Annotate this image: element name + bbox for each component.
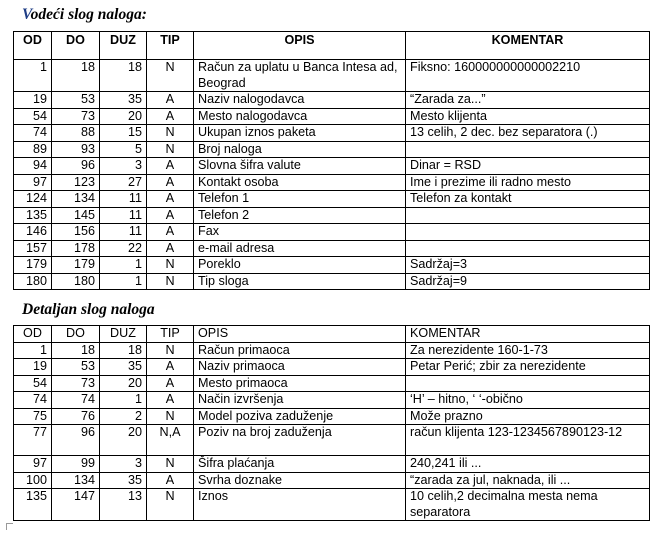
cell-do: 96 bbox=[52, 158, 100, 175]
cell-duz: 3 bbox=[100, 158, 147, 175]
header-row bbox=[14, 32, 650, 60]
cell-duz: 13 bbox=[100, 489, 147, 521]
cell-od: 54 bbox=[14, 375, 52, 392]
cell-opis: Svrha doznake bbox=[194, 472, 406, 489]
cell-opis: Poreklo bbox=[194, 257, 406, 274]
cell-do: 53 bbox=[52, 359, 100, 376]
cell-tip: N bbox=[147, 257, 194, 274]
cell-tip: A bbox=[147, 375, 194, 392]
cell-komentar: “Zarada za...” bbox=[406, 92, 650, 109]
cell-od: 97 bbox=[14, 174, 52, 191]
table-row bbox=[14, 489, 650, 521]
column-header-duz: DUZ bbox=[100, 32, 147, 60]
cell-do: 96 bbox=[52, 425, 100, 456]
page-corner-mark bbox=[6, 523, 13, 530]
cell-opis: Tip sloga bbox=[194, 273, 406, 290]
table-row bbox=[14, 425, 650, 456]
cell-komentar: Telefon za kontakt bbox=[406, 191, 650, 208]
cell-opis: Šifra plaćanja bbox=[194, 456, 406, 473]
table-row bbox=[14, 92, 650, 109]
cell-do: 180 bbox=[52, 273, 100, 290]
column-header-duz: DUZ bbox=[100, 326, 147, 343]
cell-tip: A bbox=[147, 174, 194, 191]
cell-od: 135 bbox=[14, 489, 52, 521]
cell-komentar bbox=[406, 240, 650, 257]
cell-tip: N bbox=[147, 342, 194, 359]
cell-komentar bbox=[406, 375, 650, 392]
cell-komentar: Ime i prezime ili radno mesto bbox=[406, 174, 650, 191]
cell-komentar: Mesto klijenta bbox=[406, 108, 650, 125]
cell-opis: e-mail adresa bbox=[194, 240, 406, 257]
cell-od: 179 bbox=[14, 257, 52, 274]
cell-komentar bbox=[406, 207, 650, 224]
cell-duz: 18 bbox=[100, 60, 147, 92]
cell-do: 53 bbox=[52, 92, 100, 109]
cell-duz: 35 bbox=[100, 472, 147, 489]
detail-table-body bbox=[14, 342, 650, 521]
cell-od: 1 bbox=[14, 342, 52, 359]
cell-duz: 20 bbox=[100, 108, 147, 125]
cell-duz: 3 bbox=[100, 456, 147, 473]
cell-do: 93 bbox=[52, 141, 100, 158]
cell-komentar bbox=[406, 141, 650, 158]
column-header-opis: OPIS bbox=[194, 32, 406, 60]
cell-duz: 1 bbox=[100, 273, 147, 290]
cell-tip: N,A bbox=[147, 425, 194, 456]
table-row bbox=[14, 375, 650, 392]
cell-komentar: Sadržaj=9 bbox=[406, 273, 650, 290]
cell-tip: A bbox=[147, 240, 194, 257]
cell-duz: 5 bbox=[100, 141, 147, 158]
cell-od: 180 bbox=[14, 273, 52, 290]
cell-opis: Naziv primaoca bbox=[194, 359, 406, 376]
table-row bbox=[14, 141, 650, 158]
cell-opis: Ukupan iznos paketa bbox=[194, 125, 406, 142]
cell-do: 88 bbox=[52, 125, 100, 142]
cell-duz: 1 bbox=[100, 257, 147, 274]
cell-od: 94 bbox=[14, 158, 52, 175]
cell-duz: 11 bbox=[100, 224, 147, 241]
table-row bbox=[14, 472, 650, 489]
table-row bbox=[14, 125, 650, 142]
cell-od: 19 bbox=[14, 359, 52, 376]
table-row bbox=[14, 224, 650, 241]
detail-section-title: Detaljan slog naloga bbox=[22, 301, 155, 318]
cell-do: 156 bbox=[52, 224, 100, 241]
cell-od: 157 bbox=[14, 240, 52, 257]
table-row bbox=[14, 359, 650, 376]
table-row bbox=[14, 191, 650, 208]
cell-opis: Način izvršenja bbox=[194, 392, 406, 409]
table-row bbox=[14, 392, 650, 409]
table-row bbox=[14, 273, 650, 290]
cell-tip: A bbox=[147, 108, 194, 125]
cell-duz: 11 bbox=[100, 207, 147, 224]
cell-do: 18 bbox=[52, 342, 100, 359]
cell-opis: Iznos bbox=[194, 489, 406, 521]
cell-od: 74 bbox=[14, 125, 52, 142]
cell-od: 74 bbox=[14, 392, 52, 409]
header-table-body bbox=[14, 60, 650, 290]
column-header-do: DO bbox=[52, 32, 100, 60]
cell-opis: Broj naloga bbox=[194, 141, 406, 158]
table-row bbox=[14, 207, 650, 224]
cell-duz: 1 bbox=[100, 392, 147, 409]
cell-do: 179 bbox=[52, 257, 100, 274]
cell-tip: N bbox=[147, 141, 194, 158]
cell-do: 145 bbox=[52, 207, 100, 224]
cell-duz: 35 bbox=[100, 92, 147, 109]
cell-do: 134 bbox=[52, 191, 100, 208]
cell-duz: 11 bbox=[100, 191, 147, 208]
cell-tip: A bbox=[147, 92, 194, 109]
column-header-tip: TIP bbox=[147, 326, 194, 343]
cell-komentar: račun klijenta 123-1234567890123-12 bbox=[406, 425, 650, 456]
cell-opis: Račun primaoca bbox=[194, 342, 406, 359]
cell-tip: N bbox=[147, 456, 194, 473]
cell-do: 178 bbox=[52, 240, 100, 257]
cell-tip: N bbox=[147, 60, 194, 92]
cell-komentar: 13 celih, 2 dec. bez separatora (.) bbox=[406, 125, 650, 142]
cell-tip: A bbox=[147, 224, 194, 241]
cell-od: 77 bbox=[14, 425, 52, 456]
cell-komentar: Može prazno bbox=[406, 408, 650, 425]
header-record-table bbox=[13, 31, 650, 290]
cell-od: 100 bbox=[14, 472, 52, 489]
table-row bbox=[14, 257, 650, 274]
cell-opis: Naziv nalogodavca bbox=[194, 92, 406, 109]
cell-komentar: Fiksno: 160000000000002210 bbox=[406, 60, 650, 92]
cell-tip: A bbox=[147, 359, 194, 376]
cell-do: 123 bbox=[52, 174, 100, 191]
cell-komentar: 240,241 ili ... bbox=[406, 456, 650, 473]
column-header-od: OD bbox=[14, 326, 52, 343]
table-row bbox=[14, 408, 650, 425]
cell-opis: Mesto nalogodavca bbox=[194, 108, 406, 125]
cell-opis: Mesto primaoca bbox=[194, 375, 406, 392]
detail-record-table bbox=[13, 325, 650, 521]
cell-opis: Model poziva zaduženje bbox=[194, 408, 406, 425]
column-header-do: DO bbox=[52, 326, 100, 343]
cell-do: 74 bbox=[52, 392, 100, 409]
table-row bbox=[14, 60, 650, 92]
cell-komentar: Petar Perić; zbir za nerezidente bbox=[406, 359, 650, 376]
cell-duz: 15 bbox=[100, 125, 147, 142]
column-header-tip: TIP bbox=[147, 32, 194, 60]
cell-do: 73 bbox=[52, 108, 100, 125]
cell-od: 19 bbox=[14, 92, 52, 109]
column-header-od: OD bbox=[14, 32, 52, 60]
cell-od: 89 bbox=[14, 141, 52, 158]
cell-tip: A bbox=[147, 472, 194, 489]
table-row bbox=[14, 158, 650, 175]
cell-tip: A bbox=[147, 158, 194, 175]
cell-do: 99 bbox=[52, 456, 100, 473]
cell-od: 54 bbox=[14, 108, 52, 125]
table-row bbox=[14, 342, 650, 359]
table-row bbox=[14, 240, 650, 257]
cell-tip: A bbox=[147, 207, 194, 224]
cell-duz: 18 bbox=[100, 342, 147, 359]
cell-od: 97 bbox=[14, 456, 52, 473]
cell-tip: N bbox=[147, 125, 194, 142]
cell-do: 73 bbox=[52, 375, 100, 392]
cell-opis: Telefon 2 bbox=[194, 207, 406, 224]
column-header-opis: OPIS bbox=[194, 326, 406, 343]
cell-opis: Poziv na broj zaduženja bbox=[194, 425, 406, 456]
cell-opis: Kontakt osoba bbox=[194, 174, 406, 191]
cell-komentar: Za nerezidente 160-1-73 bbox=[406, 342, 650, 359]
cell-tip: N bbox=[147, 489, 194, 521]
column-header-komentar: KOMENTAR bbox=[406, 32, 650, 60]
cell-tip: N bbox=[147, 273, 194, 290]
cell-komentar: 10 celih,2 decimalna mesta nema separatora bbox=[406, 489, 650, 521]
cell-tip: A bbox=[147, 392, 194, 409]
cell-do: 18 bbox=[52, 60, 100, 92]
cell-tip: N bbox=[147, 408, 194, 425]
cell-opis: Fax bbox=[194, 224, 406, 241]
cell-od: 135 bbox=[14, 207, 52, 224]
cell-do: 76 bbox=[52, 408, 100, 425]
cell-duz: 20 bbox=[100, 425, 147, 456]
cell-opis: Telefon 1 bbox=[194, 191, 406, 208]
cell-od: 75 bbox=[14, 408, 52, 425]
cell-duz: 27 bbox=[100, 174, 147, 191]
table-row bbox=[14, 174, 650, 191]
table-row bbox=[14, 456, 650, 473]
cell-duz: 2 bbox=[100, 408, 147, 425]
cell-do: 134 bbox=[52, 472, 100, 489]
cell-duz: 20 bbox=[100, 375, 147, 392]
cell-od: 1 bbox=[14, 60, 52, 92]
table-row bbox=[14, 108, 650, 125]
cell-komentar: Sadržaj=3 bbox=[406, 257, 650, 274]
cell-od: 146 bbox=[14, 224, 52, 241]
cell-komentar: ‘H’ – hitno, ‘ ‘-obično bbox=[406, 392, 650, 409]
header-row bbox=[14, 326, 650, 343]
column-header-komentar: KOMENTAR bbox=[406, 326, 650, 343]
cell-komentar: Dinar = RSD bbox=[406, 158, 650, 175]
header-section-title: Vodeći slog naloga: bbox=[22, 6, 147, 23]
cell-komentar bbox=[406, 224, 650, 241]
cell-od: 124 bbox=[14, 191, 52, 208]
cell-tip: A bbox=[147, 191, 194, 208]
cell-do: 147 bbox=[52, 489, 100, 521]
cell-duz: 35 bbox=[100, 359, 147, 376]
cell-komentar: “zarada za jul, naknada, ili ... bbox=[406, 472, 650, 489]
cell-opis: Slovna šifra valute bbox=[194, 158, 406, 175]
cell-opis: Račun za uplatu u Banca Intesa ad, Beograd bbox=[194, 60, 406, 92]
cell-duz: 22 bbox=[100, 240, 147, 257]
